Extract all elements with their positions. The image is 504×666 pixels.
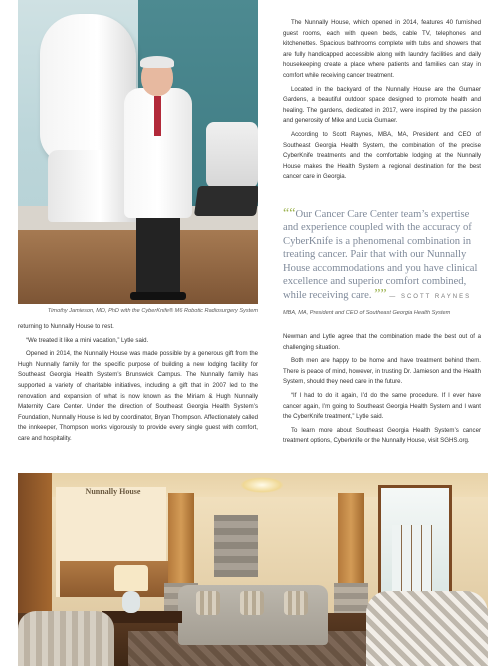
left-paragraph-2: “We treated it like a mini vacation,” Lytle said. [26,336,149,344]
lamp-base [122,591,140,613]
right-column-bottom [283,332,481,450]
sofa-cushion [196,591,220,615]
left-paragraph-1: returning to Nunnally House to rest. [18,323,114,330]
cyberknife-robot-arm [40,14,136,164]
right-paragraph-2: Located in the backyard of the Nunnally House are the Gumaer Gardens, a beautiful outdoor space designed to promote health and healing. The gardens, dedicated in 2017, were inspired by the passion and generosity of Mike and Lucia Gumaer. [283,85,481,125]
quote-close-mark: ”” [374,287,387,303]
right-paragraph-1: The Nunnally House, which opened in 2014, features 40 furnished guest rooms, each with queen beds, cable TV, telephones and kitchenettes. Spacious bathrooms complete with tubs and showers that are fully handicapped accessible along with laundry facilities and daily housekeeping create a place where patients and families can stay in comfort while receiving cancer treatment. [283,19,481,79]
doctor-tie [154,96,161,136]
right-paragraph-5: Both men are happy to be home and have treatment behind them. There is peace of mind, however, in trusting Dr. Jamieson and the Health System, should they need care in the future. [283,357,481,386]
cyberknife-photo [18,0,258,304]
treatment-couch [194,186,258,216]
right-column-top [283,18,481,186]
right-paragraph-3: According to Scott Raynes, MBA, MA, President and CEO of Southeast Georgia Health System, the combination of the precise CyberKnife treatments and the comfortable lodging at the Nunnally House makes the Health System a regional destination for the best cancer care in Georgia. [283,130,481,181]
lobby-chandelier [240,477,284,493]
side-table [102,611,182,623]
quote-attribution-title: MBA, MA, President and CEO of Southeast Georgia Health System [283,310,451,316]
top-photo-caption: Timothy Jamieson, MD, PhD with the CyberKnife® M6 Robotic Radiosurgery System [47,308,258,314]
sofa-cushion [284,591,308,615]
doctor-legs [136,215,180,297]
quote-text: Our Cancer Care Center team’s expertise and experience coupled with the accuracy of CyberKnife is a phenomenal combination in treating cancer. Pair that with our Nunnally House accommodations and you have clinical excellence and superior comfort combined, while receiving care. [283,209,478,302]
doctor-hair [140,56,174,68]
stone-fireplace [214,515,258,577]
pull-quote [283,207,483,305]
right-paragraph-4: Newman and Lytle agree that the combination made the best out of a challenging situation. [283,333,481,351]
armchair-left [18,611,114,666]
nunnally-house-lobby-photo [18,473,488,666]
quote-attribution: — SCOTT RAYNES [389,294,472,301]
treatment-couch-head [206,122,258,188]
lamp-shade [114,565,148,591]
left-paragraph-3: Opened in 2014, the Nunnally House was made possible by a generous gift from the Hugh Nunnally family for the specific purpose of building a new lodging facility for Southeast Georgia Health System’s Brunswick Campus. The Nunnally family has supported a variety of charitable initiatives, including a gift that in 2007 led to the renovation and expansion of what is now known as the Miriam & Hugh Nunnally Maternity Care Center. Under the direction of Southeast Georgia Health System’s Foundation, Nunnally House is led by coordinator, Bryan Thompson. Affectionately called the innkeeper, Thompson works vigorously to provide every single guest with comfort, care and hospitality. [18,350,258,442]
left-column [18,322,258,448]
sofa-cushion [240,591,264,615]
nunnally-house-sign: Nunnally House [85,487,141,496]
right-paragraph-6: “If I had to do it again, I’d do the same procedure. If I ever have cancer again, I’m going to Southeast Georgia Health System and I want the CyberKnife treatment,” Lytle said. [283,391,481,421]
right-paragraph-7: To learn more about Southeast Georgia Health System’s cancer treatment options, Cyberknife or the Nunnally House, visit SGHS.org. [283,426,481,445]
doctor-shoes [130,292,186,300]
quote-open-mark: ““ [283,206,296,221]
armchair-right [366,591,488,666]
